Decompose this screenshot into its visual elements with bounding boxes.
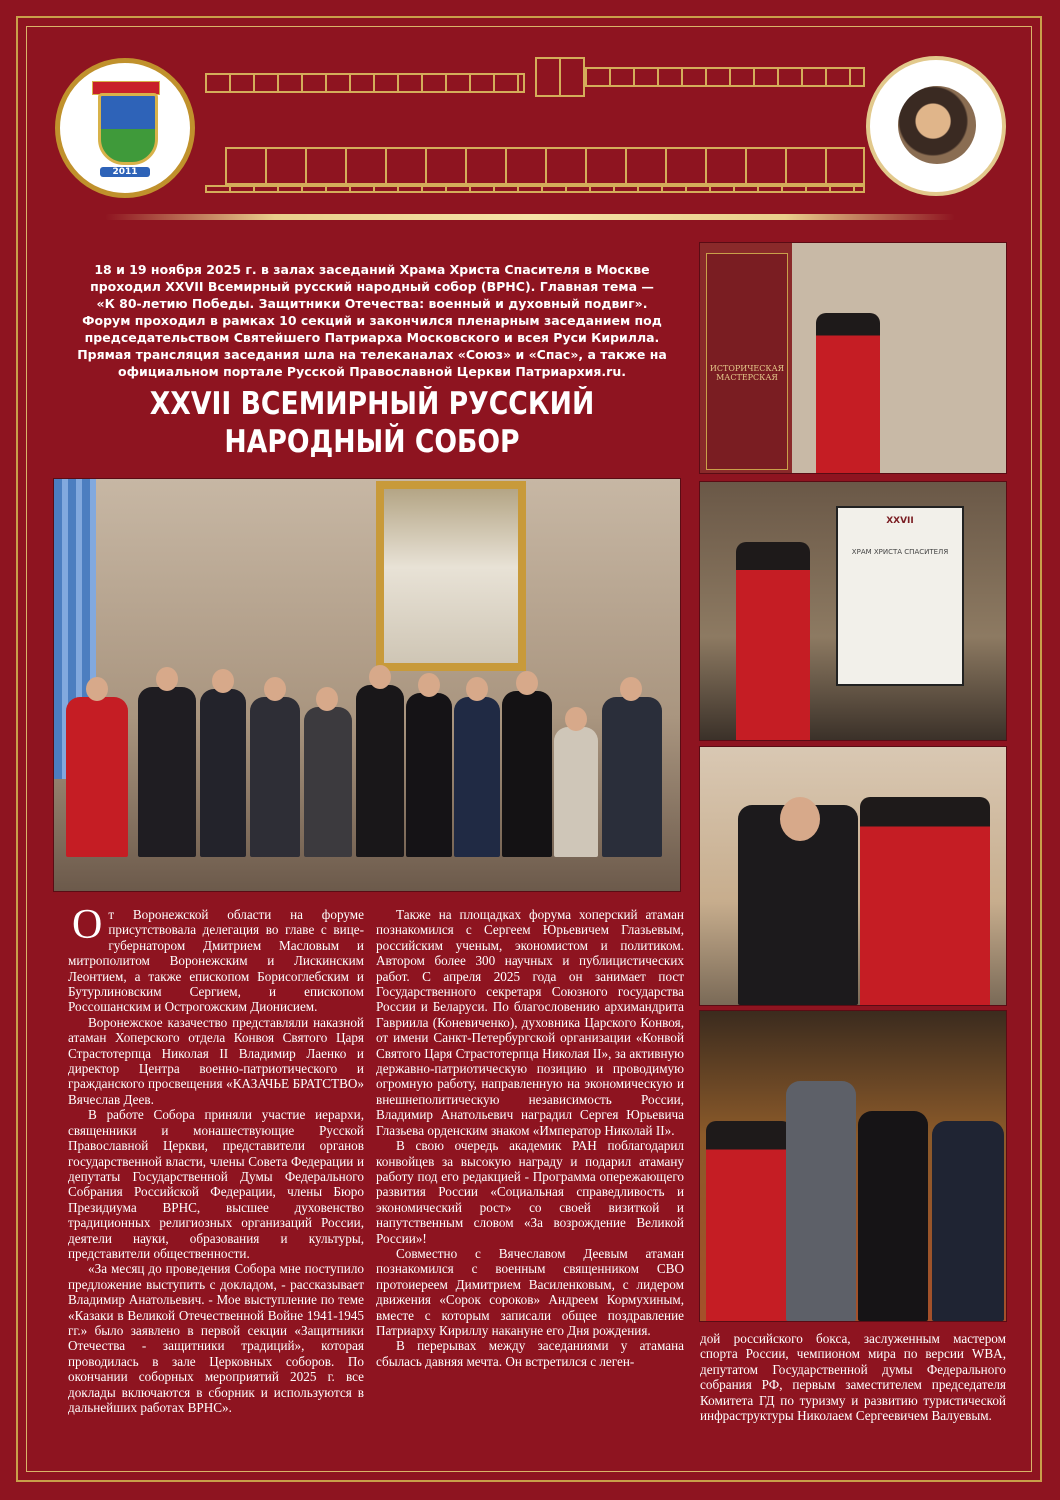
ornament-bar [585,67,865,87]
workshop-banner [706,253,788,470]
emblem-year: 2011 [100,167,150,177]
article-column-1 [68,902,364,1415]
person-figure [250,697,300,857]
title-line: XXVII ВСЕМИРНЫЙ РУССКИЙ [149,386,595,422]
paragraph: Также на площадках форума хоперский атаман познакомился с Сергеем Юрьевичем Глазьевым, российским ученым, экономистом и политиком. Автором более 300 научных и публицистических работ. С апреля 2025 года он занимает пост Государственного секретаря Союзного государства России и Беларуси. По благословению архимандрита Гавриила (Коневиченко), духовника Царского Конвоя, от имени Санкт-Петербургской организации «Конвой Святого Царя Страстотерпца Николая II», за активную державно-патриотическую позицию и проводимую огромную работу, направленную на экономическую и внешнеполитическую независимость России, Владимир Анатольевич наградил Сергея Юрьевича Глазьева орденским знаком «Император Николай II». [376,907,684,1138]
ornament-bar-large [225,147,865,185]
crowd [54,661,680,891]
person-figure [66,697,128,857]
photo-group-valuev [699,1010,1007,1322]
person-head [156,667,178,691]
patriarch-portrait [376,481,526,671]
person-figure [502,691,552,857]
article-title [105,385,638,461]
person-figure [554,727,598,857]
group-photo [53,478,681,892]
paragraph-text: т Воронежской области на форуме присутствовала делегация во главе с вице-губернатором Дмитрием Масловым и митрополитом Воронежским и Лискинским Леонтием, а также епископом Борисоглебским и Бутурлиновским Сергием, и епископом Россошанским и Острогожским Дионисием. [68,907,364,1015]
person-head [369,665,391,689]
intro-text [62,261,682,380]
person-head [466,677,488,701]
person-head [418,673,440,697]
article-column-2 [376,907,684,1369]
intro-line: Прямая трансляция заседания шла на телеканалах «Союз» и «Спас», а также на [77,347,667,362]
person-figure [200,689,246,857]
person-head [316,687,338,711]
intro-line: проходил XXVII Всемирный русский народный собор (ВРНС). Главная тема — [90,279,654,294]
paragraph: «За месяц до проведения Собора мне поступило предложение выступить с докладом, - рассказывает Владимир Анатольевич. - Мое выступление по теме «Казаки в Великой Отечественной Войне 1941-1945 гг.» было заявлено в первой секции «Защитники Отечества - защитники традиций», которая проводилась в зале Церковных соборов. По окончании соборных мероприятий 2025 г. все доклады включаются в сборник и используются в дальнейших работах ВРНС». [68,1261,364,1415]
person-head [565,707,587,731]
title-line: НАРОДНЫЙ СОБОР [224,424,520,460]
program-poster [836,506,964,686]
ornament-bar [205,73,525,93]
intro-line: «К 80-летию Победы. Защитники Отечества: военный и духовный подвиг». [96,296,648,311]
article-column-3 [700,1331,1006,1423]
intro-line: 18 и 19 ноября 2025 г. в залах заседаний Храма Христа Спасителя в Москве [94,262,650,277]
person-figure [454,697,500,857]
cossack-figure [816,313,880,473]
paragraph: Воронежское казачество представляли наказной атаман Хоперского отдела Конвоя Святого Царя Страстотерпца Николая II Владимир Лаенко и директор Центра военно-патриотического и гражданского просвещения «КАЗАЧЬЕ БРАТСТВО» Вячеслав Деев. [68,1014,364,1107]
ornament-bar-thin [205,185,865,193]
person-head [620,677,642,701]
intro-line: Форум проходил в рамках 10 секций и закончился пленарным заседанием под [82,313,662,328]
paragraph: В работе Собора приняли участие иерархи, священники и монашествующие Русской Православной Церкви, представители органов государственной власти, члены Совета Федерации и депутаты Государственной Думы Федерального Собрания Российской Федерации, члены Бюро Президиума ВРНС, высшее духовенство традиционных религиозных организаций России, деятели науки, образования и культуры, представители общественности. [68,1107,364,1261]
intro-line: официальном портале Русской Православной Церкви Патриархия.ru. [118,364,626,379]
paragraph: В перерывах между заседаниями у атамана сбылась давняя мечта. Он встретился с леген- [376,1338,684,1369]
person-head [264,677,286,701]
emblem-shield-icon [98,93,158,165]
intro-line: председательством Святейшего Патриарха Московского и всея Руси Кирилла. [84,330,660,345]
paragraph: В свою очередь академик РАН поблагодарил конвойцев за высокую награду и подарил атаману работу под его редакцией - Программа опережающего развития России «Социальная справедливость и экономический рост» со своей визиткой и напутственным словом «За возрождение Великой России»! [376,1138,684,1246]
photo-program-stand [699,481,1007,741]
person-figure [786,1081,856,1321]
person-head [516,671,538,695]
cossack-figure [736,542,810,741]
journalists-union-emblem [866,56,1006,196]
person-figure [356,685,404,857]
banner-text: ИСТОРИЧЕСКАЯ МАСТЕРСКАЯ [709,364,785,382]
person-head [212,669,234,693]
paragraph: дой российского бокса, заслуженным мастером спорта России, чемпионом мира по версии WBA, депутатом Государственной думы Федерального собрания РФ, первым заместителем председателя Комитета ГД по туризму и развитию туристической инфраструктуры Николаем Сергеевичем Валуевым. [700,1331,1006,1424]
person-head [780,797,820,841]
ornament-bar [535,57,585,97]
cossack-figure [706,1121,792,1322]
emblem-portrait-icon [898,86,976,164]
khoper-cossack-emblem [55,58,195,198]
paragraph [68,902,364,1015]
poster-subtitle: ХРАМ ХРИСТА СПАСИТЕЛЯ [851,548,949,556]
person-figure [932,1121,1004,1321]
photo-meeting [699,746,1007,1006]
person-figure [304,707,352,857]
person-figure [406,693,452,857]
photo-historical-workshop [699,242,1007,474]
cossack-figure [860,797,990,1006]
person-head [86,677,108,701]
poster-title: XXVII [886,516,914,526]
person-figure [858,1111,928,1321]
person-figure [138,687,196,857]
paragraph: Совместно с Вячеславом Деевым атаман познакомился с военным священником СВО протоиереем Димитрием Василенковым, с лидером движения «Сорок сороков» Андреем Кормухиным, вместе с которым записали общее поздравление Патриарху Кириллу накануне его Дня рождения. [376,1245,684,1338]
drop-cap: О [72,902,103,948]
header-ornament [205,55,855,205]
header-separator [105,214,955,220]
person-figure [602,697,662,857]
